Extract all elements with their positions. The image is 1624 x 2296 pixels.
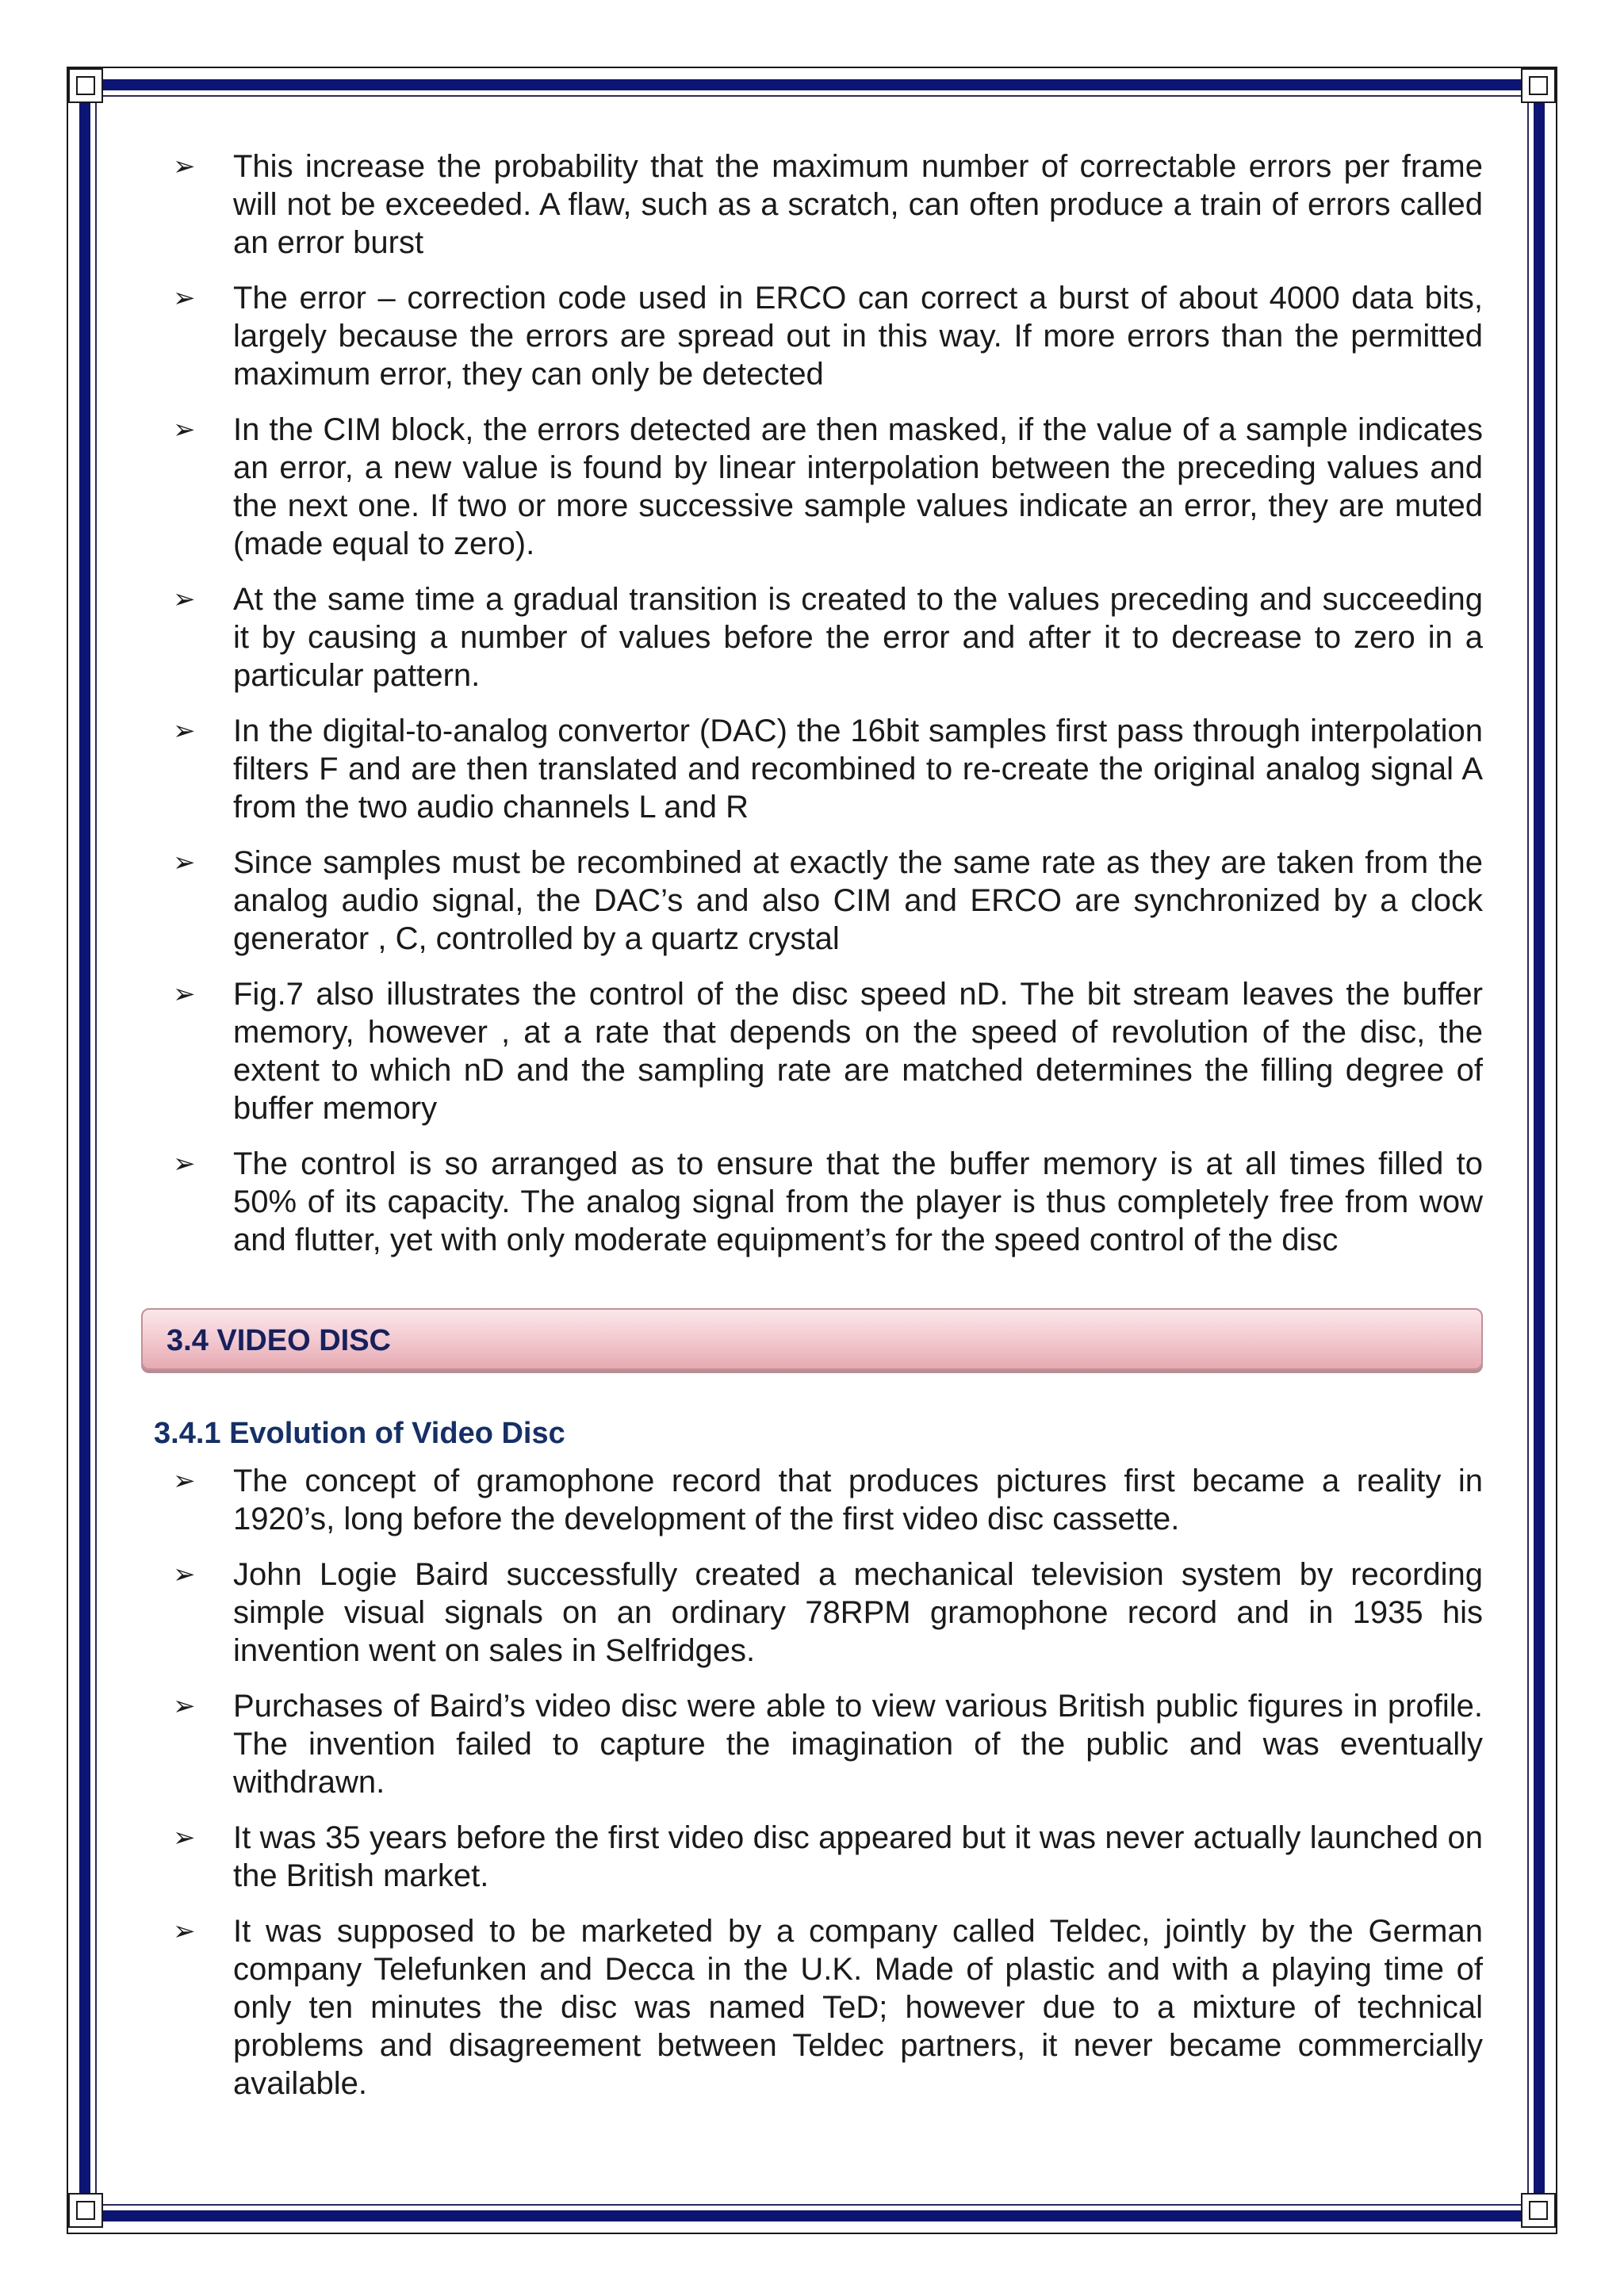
arrowhead-bullet-icon: ➢ [173, 1466, 196, 1496]
arrowhead-bullet-icon: ➢ [173, 151, 196, 182]
list-item-text: Fig.7 also illustrates the control of the disc speed nD. The bit stream leaves the buffer memory, however , at a rate that depends on the speed of revolution of the disc, the extent to which nD and the sampling rate are matched determines the filling degree of buffer memory [233, 977, 1483, 1126]
list-item [141, 1912, 1483, 2103]
arrowhead-bullet-icon: ➢ [173, 415, 196, 445]
page-content [141, 147, 1483, 2120]
list-item-text: In the CIM block, the errors detected are then masked, if the value of a sample indicates an error, a new value is found by linear interpolation between the preceding values and the next one. If two or more successive sample values indicate an error, they are muted (made equal to zero). [233, 412, 1483, 561]
section-heading-bar [141, 1308, 1483, 1370]
arrowhead-bullet-icon: ➢ [173, 1823, 196, 1853]
arrowhead-bullet-icon: ➢ [173, 979, 196, 1009]
list-item [141, 411, 1483, 563]
list-item-text: In the digital-to-analog convertor (DAC) the 16bit samples first pass through interpolation filters F and are then translated and recombined to re-create the original analog signal A from the two audio channels L and R [233, 714, 1483, 825]
list-item-text: At the same time a gradual transition is created to the values preceding and succeeding it by causing a number of values before the error and after it to decrease to zero in a particular pattern. [233, 582, 1483, 693]
list-item-text: It was 35 years before the first video disc appeared but it was never actually launched on the British market. [233, 1820, 1483, 1893]
list-item-text: It was supposed to be marketed by a company called Teldec, jointly by the German company Telefunken and Decca in the U.K. Made of plastic and with a playing time of only ten minutes the disc was named TeD; however due to a mixture of technical problems and disagreement between Teldec partners, it never became commercially available. [233, 1914, 1483, 2101]
list-item-text: The control is so arranged as to ensure that the buffer memory is at all times filled to 50% of its capacity. The analog signal from the player is thus completely free from wow and flutter, yet with only moderate equipment’s for the speed control of the disc [233, 1146, 1483, 1257]
arrowhead-bullet-icon: ➢ [173, 584, 196, 614]
list-item [141, 279, 1483, 393]
list-item [141, 1145, 1483, 1259]
arrowhead-bullet-icon: ➢ [173, 716, 196, 746]
section-title: 3.4 VIDEO DISC [167, 1324, 391, 1357]
arrowhead-bullet-icon: ➢ [173, 283, 196, 313]
list-item-text: Purchases of Baird’s video disc were able to view various British public figures in profile. The invention failed to capture the imagination of the public and was eventually withdrawn. [233, 1689, 1483, 1800]
list-item [141, 580, 1483, 695]
corner-ornament-bottom-left [68, 2193, 103, 2228]
list-item-text: This increase the probability that the maximum number of correctable errors per frame will not be exceeded. A flaw, such as a scratch, can often produce a train of errors called an error burst [233, 149, 1483, 260]
arrowhead-bullet-icon: ➢ [173, 1691, 196, 1721]
bullet-list-top [141, 147, 1483, 1259]
list-item-text: The error – correction code used in ERCO can correct a burst of about 4000 data bits, largely because the errors are spread out in this way. If more errors than the permitted maximum error, they can only be detected [233, 281, 1483, 392]
list-item [141, 147, 1483, 262]
list-item-text: The concept of gramophone record that produces pictures first became a reality in 1920’s, long before the development of the first video disc cassette. [233, 1464, 1483, 1536]
list-item-text: John Logie Baird successfully created a mechanical television system by recording simple visual signals on an ordinary 78RPM gramophone record and in 1935 his invention went on sales in Selfridges. [233, 1557, 1483, 1668]
list-item [141, 1819, 1483, 1895]
arrowhead-bullet-icon: ➢ [173, 1916, 196, 1946]
arrowhead-bullet-icon: ➢ [173, 848, 196, 878]
arrowhead-bullet-icon: ➢ [173, 1559, 196, 1590]
corner-ornament-top-right [1521, 68, 1556, 103]
list-item-text: Since samples must be recombined at exactly the same rate as they are taken from the analog audio signal, the DAC’s and also CIM and ERCO are synchronized by a clock generator , C, controlled by a quartz crystal [233, 845, 1483, 956]
list-item [141, 712, 1483, 826]
list-item [141, 1462, 1483, 1538]
corner-ornament-bottom-right [1521, 2193, 1556, 2228]
list-item [141, 1687, 1483, 1801]
arrowhead-bullet-icon: ➢ [173, 1149, 196, 1179]
subsection-title: 3.4.1 Evolution of Video Disc [154, 1417, 565, 1450]
corner-ornament-top-left [68, 68, 103, 103]
list-item [141, 975, 1483, 1127]
list-item [141, 844, 1483, 958]
list-item [141, 1556, 1483, 1670]
bullet-list-bottom [141, 1462, 1483, 2103]
